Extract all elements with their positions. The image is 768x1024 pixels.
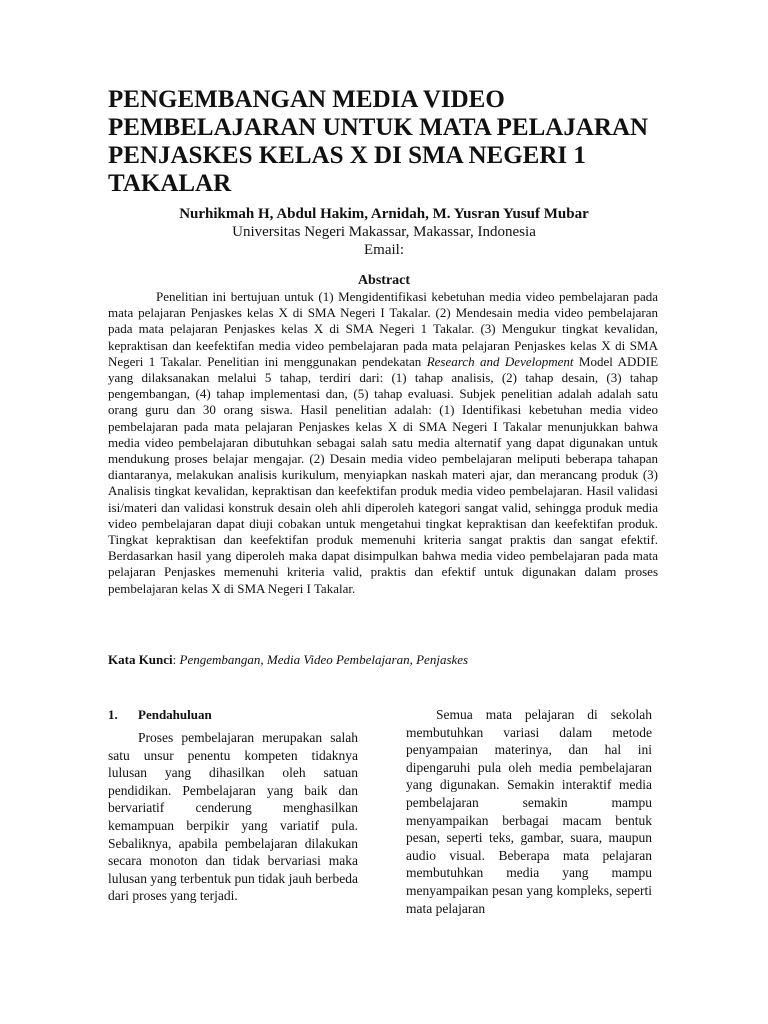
author-list: Nurhikmah H, Abdul Hakim, Arnidah, M. Yusran Yusuf Mubar <box>179 206 589 222</box>
intro-paragraph: Proses pembelajaran merupakan salah satu unsur penentu kompeten tidaknya lulusan yang dihasilkan oleh satuan pendidikan. Pembelajaran yang baik dan bervariatif cenderung menghasilkan kemampuan berpikir yang variatif pula. Sebaliknya, apabila pembelajaran dilakukan secara monoton dan tidak bervariasi maka lulusan yang terbentuk pun tidak jauh berbeda dari proses yang terjadi. <box>108 730 358 904</box>
keywords-values: Pengembangan, Media Video Pembelajaran, Penjaskes <box>179 652 469 667</box>
left-column <box>108 706 358 905</box>
section-title: Pendahuluan <box>138 707 212 722</box>
right-column-paragraph: Semua mata pelajaran di sekolah membutuhkan variasi dalam metode penyampaian materinya, dan hal ini dipengaruhi pula oleh media pembelajaran yang digunakan. Semakin interaktif media pembelajaran semakin mampu menyampaikan berbagai macam bentuk pesan, seperti teks, gambar, suara, maupun audio visual. Beberapa mata pelajaran membutuhkan media yang mampu menyampaikan pesan yang kompleks, seperti mata pelajaran <box>406 707 652 916</box>
abstract-text-part1: Penelitian ini bertujuan untuk (1) Mengidentifikasi kebetuhan media video pembelajaran pada mata pelajaran Penjaskes kelas X di SMA Negeri I Takalar. (2) Mendesain media video pembelajaran pada mata pelajaran Penjaskes kelas X di SMA Negeri 1 Takalar. (3) Mengukur tingkat kevalidan, kepraktisan dan keefektifan media video pembelajaran pada mata pelajaran Penjaskes kelas X di SMA Negeri 1 Takalar. Penelitian ini menggunakan pendekatan <box>108 289 658 369</box>
abstract-text-part2: Model ADDIE yang dilaksanakan melalui 5 tahap, terdiri dari: (1) tahap analisis, (2) tahap desain, (3) tahap pengembangan, (4) tahap implementasi dan, (5) tahap evaluasi. Subjek penelitian adalah adalah satu orang guru dan 30 orang siswa. Hasil penelitian adalah: (1) Identifikasi kebetuhan media video pembelajaran pada mata pelajaran Penjaskes kelas X di SMA Negeri I Takalar menunjukkan bahwa media video pembelajaran dibutuhkan sebagai salah satu media alternatif yang dapat digunakan untuk mendukung proses belajar mengajar. (2) Desain media video pembelajaran meliputi beberapa tahapan diantaranya, melakukan analisis kurikulum, menyiapkan naskah materi ajar, dan merancang produk (3) Analisis tingkat kevalidan, kepraktisan dan keefektifan produk media video pembelajaran. Hasil validasi isi/materi dan validasi konstruk desain oleh ahli diperoleh kategori sangat valid, sehingga produk media video pembelajaran dapat diuji cobakan untuk mengetahui tingkat kepraktisan dan keefektifan produk. Tingkat kepraktisan dan keefektifan produk memenuhi kriteria sangat praktis dan sangat efektif. Berdasarkan hasil yang diperoleh maka dapat disimpulkan bahwa media video pembelajaran pada mata pelajaran Penjaskes memenuhi kriteria valid, praktis dan efektif untuk digunakan dalam proses pembelajaran kelas X di SMA Negeri I Takalar. <box>108 353 659 596</box>
section-heading <box>108 706 358 724</box>
paper-title: PENGEMBANGAN MEDIA VIDEO PEMBELAJARAN UNTUK MATA PELAJARAN PENJASKES KELAS X DI SMA NEGERI 1 TAKALAR <box>108 86 649 197</box>
right-column <box>406 706 652 917</box>
abstract-body <box>108 289 658 597</box>
email-label: Email: <box>364 242 404 258</box>
keywords-separator: : <box>172 652 180 667</box>
section-number: 1. <box>108 707 118 722</box>
author-affiliation: Universitas Negeri Makassar, Makassar, Indonesia <box>232 224 536 240</box>
keywords-label: Kata Kunci <box>108 652 173 667</box>
keywords-line <box>108 651 658 668</box>
abstract-text-italic: Research and Development <box>426 353 574 369</box>
abstract-heading: Abstract <box>357 273 411 288</box>
